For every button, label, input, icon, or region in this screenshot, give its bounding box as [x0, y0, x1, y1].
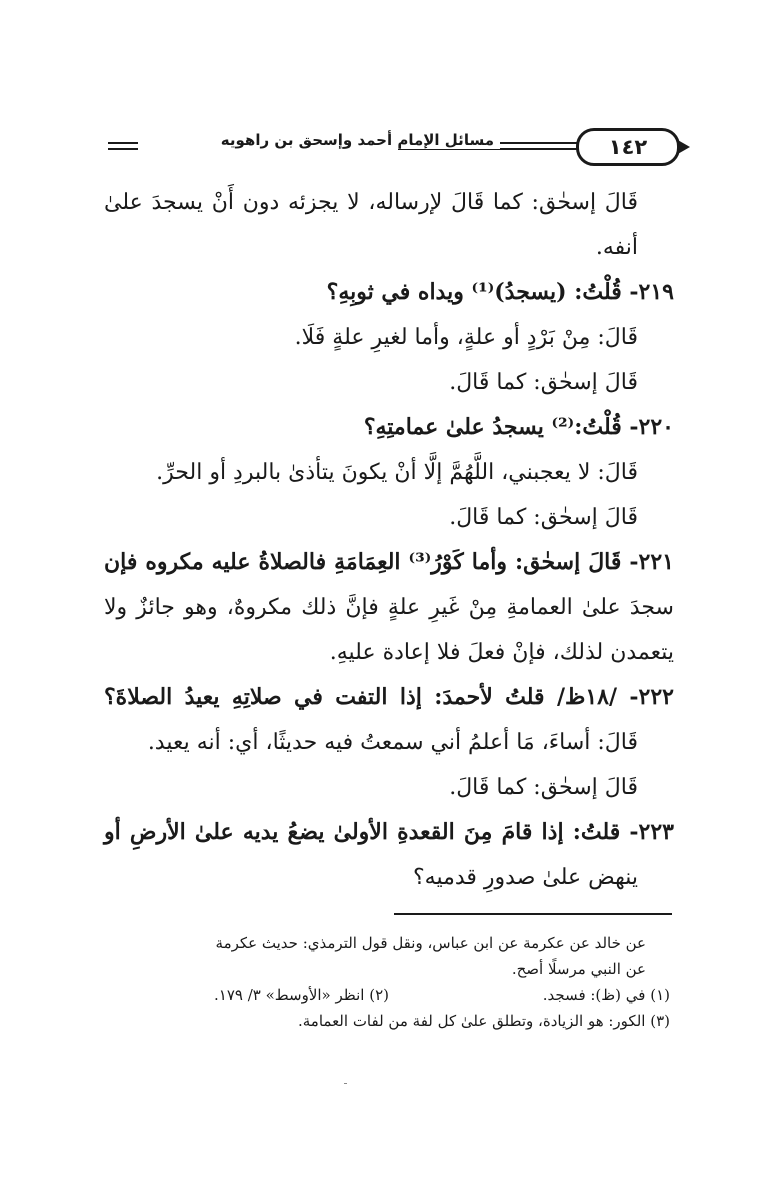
running-header: [108, 128, 668, 164]
footnote-continuation: عن النبي مرسلًا أصح.: [511, 960, 646, 978]
text-line: سجدَ علىٰ العمامةِ مِنْ غَيرِ علةٍ فإنَّ ذلك مكروهٌ، وهو جائزٌ ولا: [104, 595, 674, 620]
question-line: ٢٢٣- قلتُ: إذا قامَ مِنَ القعدةِ الأولىٰ يضعُ يديه علىٰ الأرضِ أو: [104, 819, 674, 845]
header-rule-left-bottom: [108, 148, 138, 150]
page-number: ١٤٢: [576, 128, 680, 166]
text-line: قَالَ: أساءَ، مَا أعلمُ أني سمعتُ فيه حديثًا، أي: أنه يعيد.: [147, 730, 638, 755]
question-line: ٢١٩- قُلْتُ: (يسجدُ)⁽¹⁾ ويداه في ثوبِهِ؟: [326, 279, 674, 305]
header-rule-left-top: [108, 142, 138, 144]
footnotes: [110, 930, 670, 1034]
footnote-row: [110, 982, 670, 1008]
text-line: قَالَ: مِنْ بَرْدٍ أو علةٍ، وأما لغيرِ علةٍ فَلَا.: [294, 325, 638, 350]
scan-mark: [344, 1083, 347, 1084]
text-line: ينهض علىٰ صدورِ قدميه؟: [412, 865, 638, 890]
header-title: مسائل الإمام أحمد وإسحق بن راهويه: [215, 131, 500, 149]
text-line: قَالَ إسحٰق: كما قَالَ.: [449, 370, 638, 395]
footnote-continuation: عن خالد عن عكرمة عن ابن عباس، ونقل قول الترمذي: حديث عكرمة: [215, 934, 646, 952]
text-line: قَالَ إسحٰق: كما قَالَ.: [449, 775, 638, 800]
text-line: أنفه.: [595, 235, 638, 260]
footnote-3: (٣) الكور: هو الزيادة، وتطلق علىٰ كل لفة من لفات العمامة.: [297, 1012, 670, 1030]
text-line: قَالَ: لا يعجبني، اللَّهُمَّ إلَّا أنْ يكونَ يتأذىٰ بالبردِ أو الحرِّ.: [156, 460, 638, 485]
text-line: قَالَ إسحٰق: كما قَالَ لإرساله، لا يجزئه دون أَنْ يسجدَ علىٰ: [104, 190, 638, 215]
footnote-2: (٢) انظر «الأوسط» ٣/ ١٧٩.: [214, 986, 389, 1004]
question-line: ٢٢٢- /١٨ظ/ قلتُ لأحمدَ: إذا التفت في صلاتِهِ يعيدُ الصلاةَ؟: [104, 684, 674, 710]
footnote-separator: [394, 913, 672, 915]
question-line: ٢٢١- قَالَ إسحٰق: وأما كَوْرُ⁽³⁾ العِمَامَةِ فالصلاةُ عليه مكروه فإن: [104, 549, 674, 575]
text-line: يتعمدن لذلك، فإنْ فعلَ فلا إعادة عليهِ.: [329, 640, 674, 665]
footnote-1: (١) في (ظ): فسجد.: [542, 986, 670, 1004]
question-line: ٢٢٠- قُلْتُ:⁽²⁾ يسجدُ علىٰ عمامتِهِ؟: [363, 414, 674, 440]
body-text: [104, 180, 674, 900]
text-line: قَالَ إسحٰق: كما قَالَ.: [449, 505, 638, 530]
